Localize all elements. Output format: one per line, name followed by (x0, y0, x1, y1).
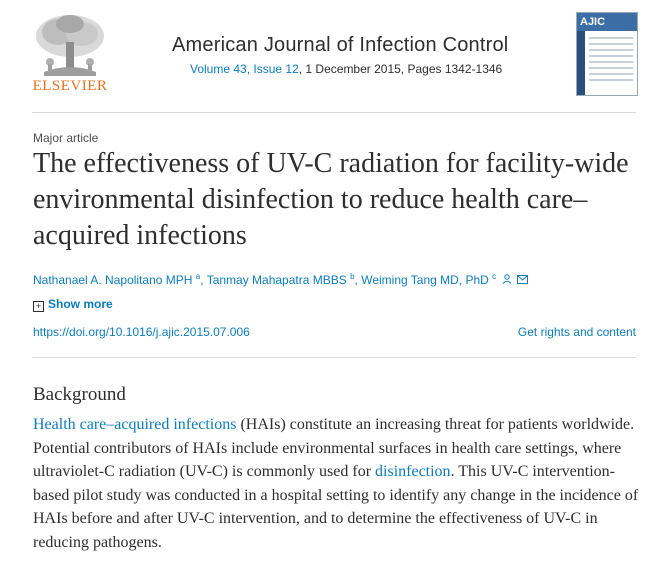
article-type: Major article (33, 131, 99, 145)
publisher-wordmark: ELSEVIER (32, 78, 108, 94)
cover-label: AJIC (577, 13, 637, 31)
article-title: The effectiveness of UV-C radiation for facility-wide environmental disinfection to reduce health care–acquired infections (33, 148, 629, 251)
abstract-text: . This UV-C intervention-based pilot study was conducted in a hospital setting to identify any change in the incidence of HAIs before and after UV-C intervention, and to determine the effectiveness of UV-C in reducing pathogens. (33, 463, 639, 551)
cover-sidebar (577, 31, 585, 95)
header-divider (32, 112, 636, 113)
author-link[interactable] (207, 273, 355, 287)
rights-link[interactable]: Get rights and content (517, 325, 636, 339)
author-affiliation: a (195, 272, 201, 281)
envelope-icon[interactable] (517, 275, 528, 287)
abstract-paragraph (33, 413, 643, 554)
content-divider (32, 357, 636, 358)
author-name: Weiming Tang MD, PhD (361, 273, 489, 287)
show-more-button[interactable] (33, 297, 113, 312)
issue-details: , 1 December 2015, Pages 1342-1346 (298, 62, 503, 76)
issue-link[interactable]: Volume 43, Issue 12 (190, 62, 299, 76)
tree-icon (30, 12, 110, 78)
section-heading: Background (33, 384, 126, 405)
cover-lines (589, 37, 633, 85)
author-affiliation: b (350, 272, 355, 281)
author-affiliation: c (492, 272, 497, 281)
doi-link[interactable]: https://doi.org/10.1016/j.ajic.2015.07.006 (33, 325, 250, 339)
issue-line (190, 62, 502, 76)
author-separator: , (200, 273, 207, 287)
person-icon[interactable] (502, 274, 512, 287)
author-name: Nathanael A. Napolitano MPH (33, 273, 193, 287)
abstract-text: (HAIs) constitute an increasing threat for patients worldwide. Potential contributors of HAIs include environmental surfaces in health care settings, where ultraviolet-C radiation (UV-C) is commonly used for (33, 416, 635, 480)
show-more-label: Show more (48, 297, 113, 311)
author-list (33, 272, 528, 287)
author-link[interactable] (361, 273, 496, 287)
hai-topic-link[interactable]: Health care–acquired infections (33, 416, 237, 433)
author-name: Tanmay Mahapatra MBBS (206, 273, 347, 287)
disinfection-topic-link[interactable]: disinfection (375, 463, 451, 480)
plus-icon: + (33, 301, 44, 312)
author-separator: , (354, 273, 362, 287)
elsevier-logo[interactable] (30, 12, 110, 104)
journal-header (0, 0, 657, 110)
journal-title[interactable]: American Journal of Infection Control (172, 34, 509, 56)
journal-cover-thumbnail[interactable] (576, 12, 638, 96)
author-link[interactable] (33, 273, 200, 287)
